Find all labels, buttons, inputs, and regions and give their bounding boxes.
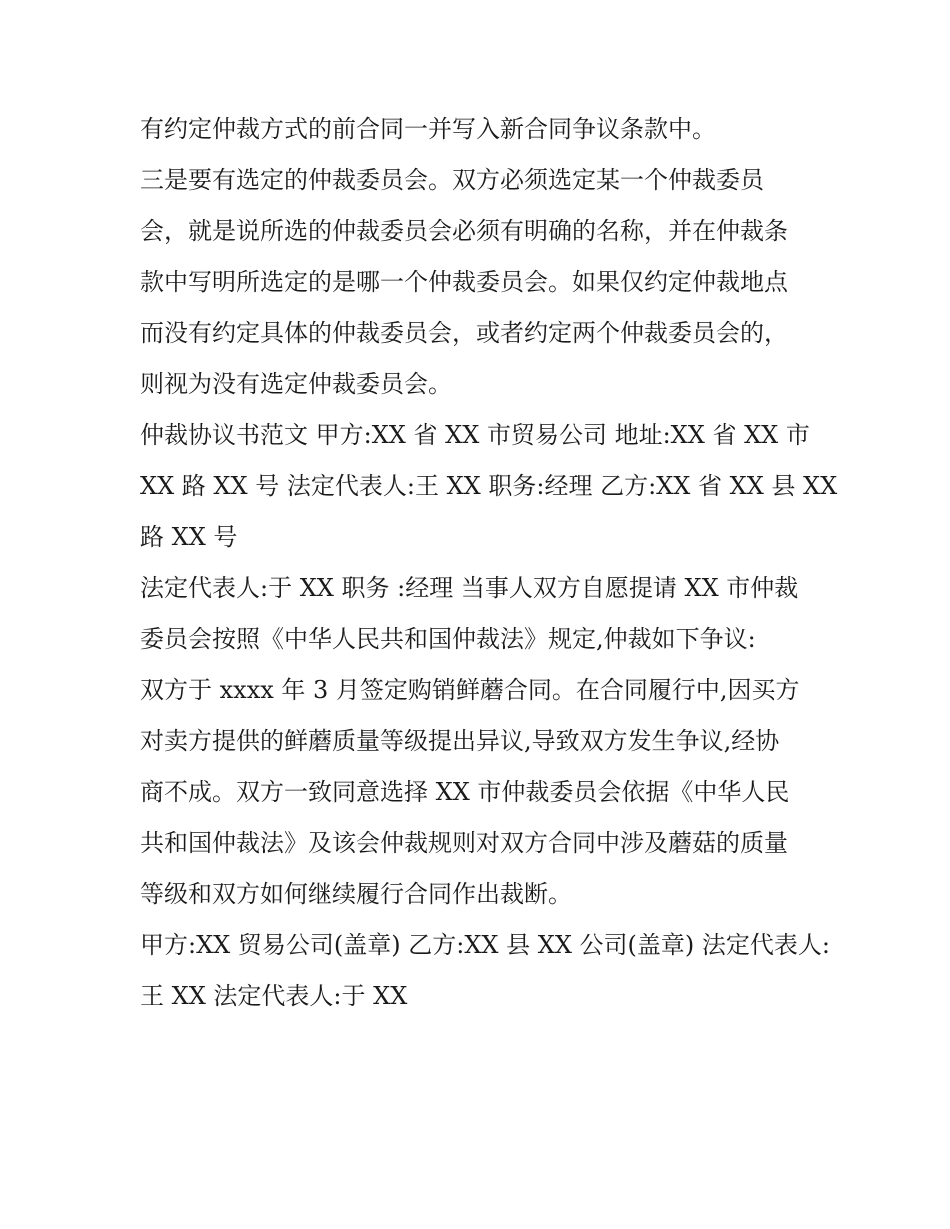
text-line: 商不成。双方一致同意选择 XX 市仲裁委员会依据《中华人民	[140, 778, 790, 806]
text-line: 法定代表人:于 XX 职务 :经理 当事人双方自愿提请 XX 市仲裁	[140, 574, 799, 602]
text-line: 路 XX 号	[140, 523, 238, 551]
text-line: 有约定仲裁方式的前合同一并写入新合同争议条款中。	[140, 115, 716, 143]
text-line: XX 路 XX 号 法定代表人:王 XX 职务:经理 乙方:XX 省 XX 县 XX	[140, 472, 838, 500]
text-line: 仲裁协议书范文 甲方:XX 省 XX 市贸易公司 地址:XX 省 XX 市	[140, 421, 810, 449]
text-line: 则视为没有选定仲裁委员会。	[140, 370, 452, 398]
text-line: 而没有约定具体的仲裁委员会，或者约定两个仲裁委员会的，	[140, 319, 788, 347]
text-line: 对卖方提供的鲜蘑质量等级提出异议,导致双方发生争议,经协	[140, 727, 780, 755]
text-line: 等级和双方如何继续履行合同作出裁断。	[140, 880, 572, 908]
text-line: 委员会按照《中华人民共和国仲裁法》规定,仲裁如下争议:	[140, 625, 756, 653]
text-line: 甲方:XX 贸易公司(盖章) 乙方:XX 县 XX 公司(盖章) 法定代表人:	[140, 931, 830, 959]
text-line: 双方于 xxxx 年 3 月签定购销鲜蘑合同。在合同履行中,因买方	[140, 676, 800, 704]
text-line: 三是要有选定的仲裁委员会。双方必须选定某一个仲裁委员	[140, 166, 764, 194]
text-line: 王 XX 法定代表人:于 XX	[140, 982, 408, 1010]
document-body	[140, 104, 838, 1022]
text-line: 款中写明所选定的是哪一个仲裁委员会。如果仅约定仲裁地点	[140, 268, 788, 296]
text-line: 共和国仲裁法》及该会仲裁规则对双方合同中涉及蘑菇的质量	[140, 829, 788, 857]
text-line: 会，就是说所选的仲裁委员会必须有明确的名称，并在仲裁条	[140, 217, 788, 245]
